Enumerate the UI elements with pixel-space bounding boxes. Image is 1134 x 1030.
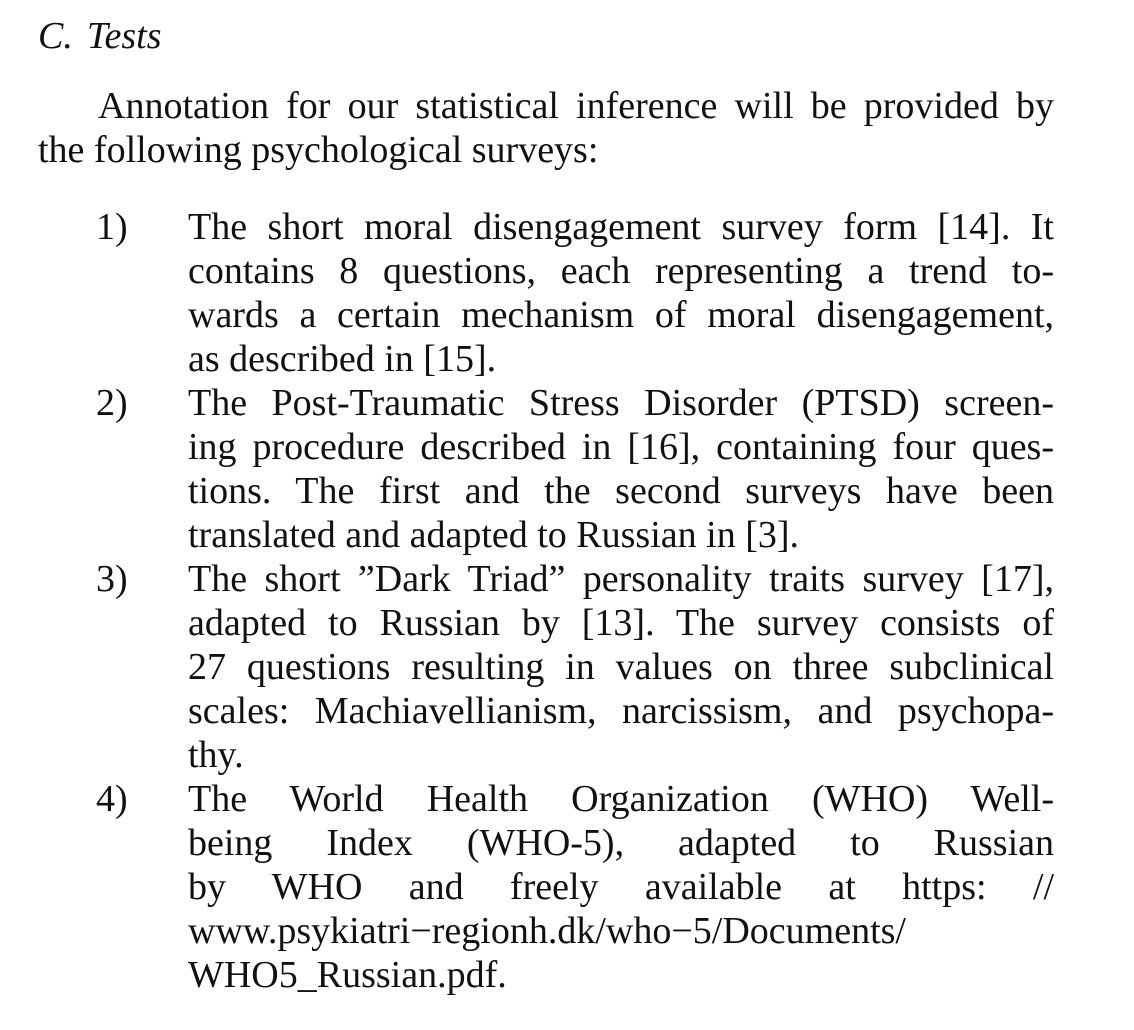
item-text [188,557,1054,777]
section-heading [38,14,162,58]
item-line: wards a certain mechanism of moral disengagement, [188,294,1054,336]
item-line: WHO5_Russian.pdf. [188,954,507,996]
item-number: 3) [96,558,128,600]
item-line: scales: Machiavellianism, narcissism, and psychopa- [188,690,1054,732]
item-line: as described in [15]. [188,338,497,380]
item-line: tions. The first and the second surveys have been [188,470,1054,512]
item-line: ing procedure described in [16], containing four ques- [188,426,1054,468]
item-line: The short ”Dark Triad” personality traits survey [17], [188,558,1054,600]
item-line: www.psykiatri−regionh.dk/who−5/Documents/ [188,910,906,952]
list-item [0,777,1134,997]
list-item [0,381,1134,557]
item-text [188,205,1054,381]
item-number: 1) [96,206,128,248]
section-number: C. [38,15,73,57]
intro-line: the following psychological surveys: [38,129,599,171]
list-item [0,205,1134,381]
item-line: The short moral disengagement survey form [14]. It [188,206,1054,248]
item-number: 2) [96,382,128,424]
item-line: thy. [188,734,244,776]
item-line: by WHO and freely available at https: // [188,866,1054,908]
item-line: contains 8 questions, each representing a trend to- [188,250,1054,292]
intro-paragraph [38,84,1054,172]
item-line: being Index (WHO-5), adapted to Russian [188,822,1054,864]
section-title: Tests [86,15,162,57]
item-text [188,381,1054,557]
intro-line: Annotation for our statistical inference will be provided by [98,85,1054,127]
list-item [0,557,1134,777]
item-line: The World Health Organization (WHO) Well- [188,778,1054,820]
item-line: translated and adapted to Russian in [3]. [188,514,800,556]
item-line: The Post-Traumatic Stress Disorder (PTSD) screen- [188,382,1054,424]
item-number: 4) [96,778,128,820]
item-line: 27 questions resulting in values on three subclinical [188,646,1054,688]
item-line: adapted to Russian by [13]. The survey consists of [188,602,1054,644]
survey-list [0,205,1134,997]
item-text [188,777,1054,997]
